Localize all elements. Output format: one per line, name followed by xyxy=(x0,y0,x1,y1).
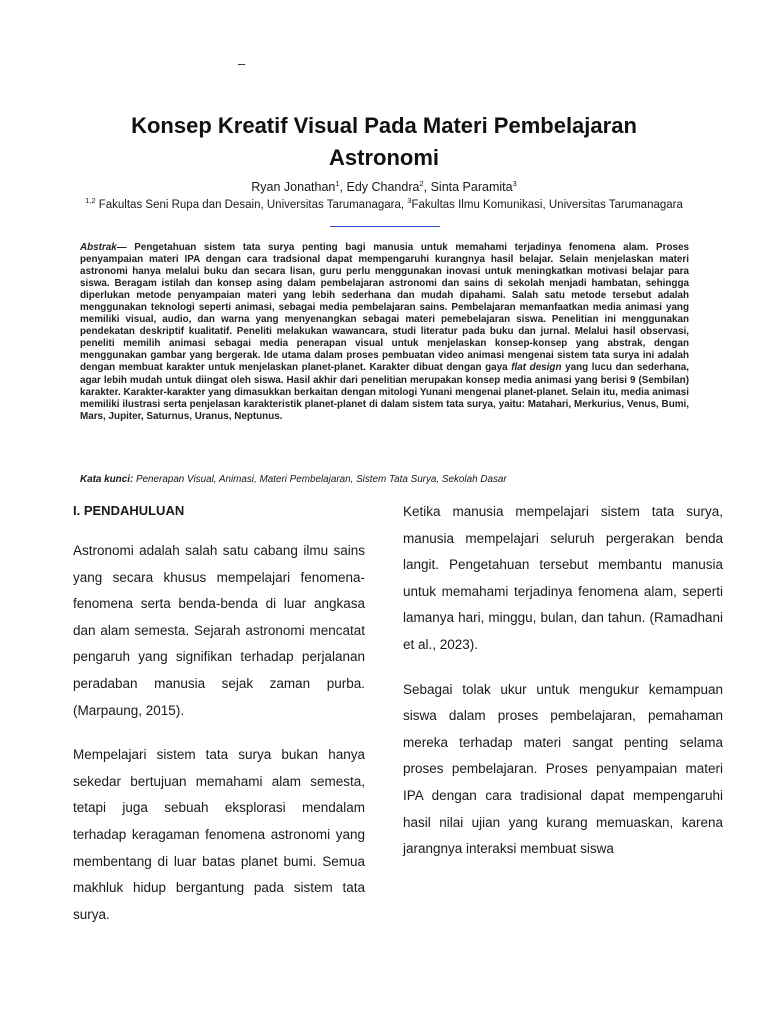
abstract-italic: flat design xyxy=(511,362,562,374)
affiliation-line xyxy=(40,196,728,211)
abstract xyxy=(80,242,689,423)
paragraph: Astronomi adalah salah satu cabang ilmu sains yang secara khusus mempelajari fenomena-fenomena serta benda-benda di luar angkasa dan alam semesta. Sejarah astronomi mencatat pengaruh yang signifikan terhadap perjalanan peradaban manusia sejak zaman purba. (Marpaung, 2015). xyxy=(73,543,365,718)
abstract-label: Abstrak— xyxy=(80,242,127,253)
affil-text: Fakultas Ilmu Komunikasi, Universitas Tarumanagara xyxy=(411,199,683,211)
affil-text: Fakultas Seni Rupa dan Desain, Universitas Tarumanagara, xyxy=(95,199,408,211)
author-sup: 3 xyxy=(512,178,517,188)
abstract-text: Pengetahuan sistem tata surya penting bagi manusia untuk memahami terjadinya fenomena alam. Proses penyampaian materi IPA dengan cara tradsional dapat mempengaruhi kurangnya hasil belajar. Selain menjelaskan materi astronomi hanya melalui buku dan secara lisan, guru perlu menggunakan inovasi untuk meningkatkan motivasi belajar para siswa. Beragam istilah dan konsep asing dalam pembelajaran astronomi dan sains di sekolah menjadi hambatan, sehingga diperlukan metode penyampaian materi yang lebih sederhana dan mudah dipahami. Salah satu metode tersebut adalah menggunakan teknologi seperti animasi, sebagai media pembelajaran sains. Pembelajaran memanfaatkan media animasi yang memiliki visual, audio, dan warna yang menyenangkan sebagai materi pemebelajaran siswa. Penelitian ini menggunakan pendekatan deskriptif kualitatif. Peneliti melakukan wawancara, studi literatur pada buku dan jurnal. Melalui hasil observasi, peneliti memilih animasi sebagai media penerapan visual untuk menjelaskan konsep-konsep yang abstrak, dengan menggunakan gambar yang bergerak. Ide utama dalam proses pembuatan video animasi mengenai sistem tata surya ini adalah dengan membuat karakter untuk menjelaskan planet-planet. Karakter dibuat dengan gaya xyxy=(80,242,689,374)
author-name: Edy Chandra xyxy=(346,180,420,194)
abstract-text: yang lucu dan sederhana, agar lebih mudah untuk diingat oleh siswa. Hasil akhir dari penelitian merupakan konsep media animasi yang berisi 9 (Sembilan) karakter. Karakter-karakter yang dimasukkan berkaitan dengan mitologi Yunani mengenai planet-planet. Selain itu, media animasi memiliki ilustrasi serta penjelasan karakteristik planet-planet di dalam sistem tata surya, yaitu: Matahari, Merkurius, Venus, Bumi, Mars, Jupiter, Saturnus, Uranus, Neptunus. xyxy=(80,362,689,422)
header-mark: – xyxy=(238,56,246,71)
left-column xyxy=(73,538,365,946)
keywords-label: Kata kunci: xyxy=(80,474,134,485)
keywords xyxy=(80,474,689,485)
author-name: Ryan Jonathan xyxy=(251,180,336,194)
paragraph: Sebagai tolak ukur untuk mengukur kemampuan siswa dalam proses pembelajaran, pemahaman mereka terhadap materi sangat penting selama proses pembelajaran. Proses penyampaian materi IPA dengan cara tradisional dapat mempengaruhi hasil nilai ujian yang kurang memuaskan, karena jarangnya interaksi membuat siswa xyxy=(403,681,723,857)
paragraph: Ketika manusia mempelajari sistem tata surya, manusia mempelajari seluruh pergerakan benda langit. Pengetahuan tersebut membantu manusia untuk memahami terjadinya fenomena alam, seperti lamanya hari, minggu, bulan, dan tahun. (Ramadhani et al., 2023). xyxy=(403,504,723,652)
paper-title: Konsep Kreatif Visual Pada Materi Pembelajaran Astronomi xyxy=(131,113,637,170)
paragraph: Mempelajari sistem tata surya bukan hanya sekedar bertujuan memahami alam semesta, tetapi juga sebuah eksplorasi mendalam terhadap keragaman fenomena astronomi yang membentang di luar batas planet bumi. Semua makhluk hidup bergantung pada sistem tata surya. xyxy=(73,747,365,922)
right-column xyxy=(403,499,723,881)
keywords-text: Penerapan Visual, Animasi, Materi Pembelajaran, Sistem Tata Surya, Sekolah Dasar xyxy=(133,474,507,485)
author-line: Ryan Jonathan$^1$, Edy Chandra$^2$, Sinta Paramita$^3$ xyxy=(251,178,517,194)
author-sup: 1 xyxy=(335,178,340,188)
email-link-underline[interactable] xyxy=(330,226,440,227)
author-sup: 2 xyxy=(419,178,424,188)
author-name: Sinta Paramita xyxy=(430,180,513,194)
affil-sup: 3 xyxy=(407,196,412,206)
section-heading: I. PENDAHULUAN xyxy=(73,503,185,518)
affil-sup: 1,2 xyxy=(85,196,96,206)
